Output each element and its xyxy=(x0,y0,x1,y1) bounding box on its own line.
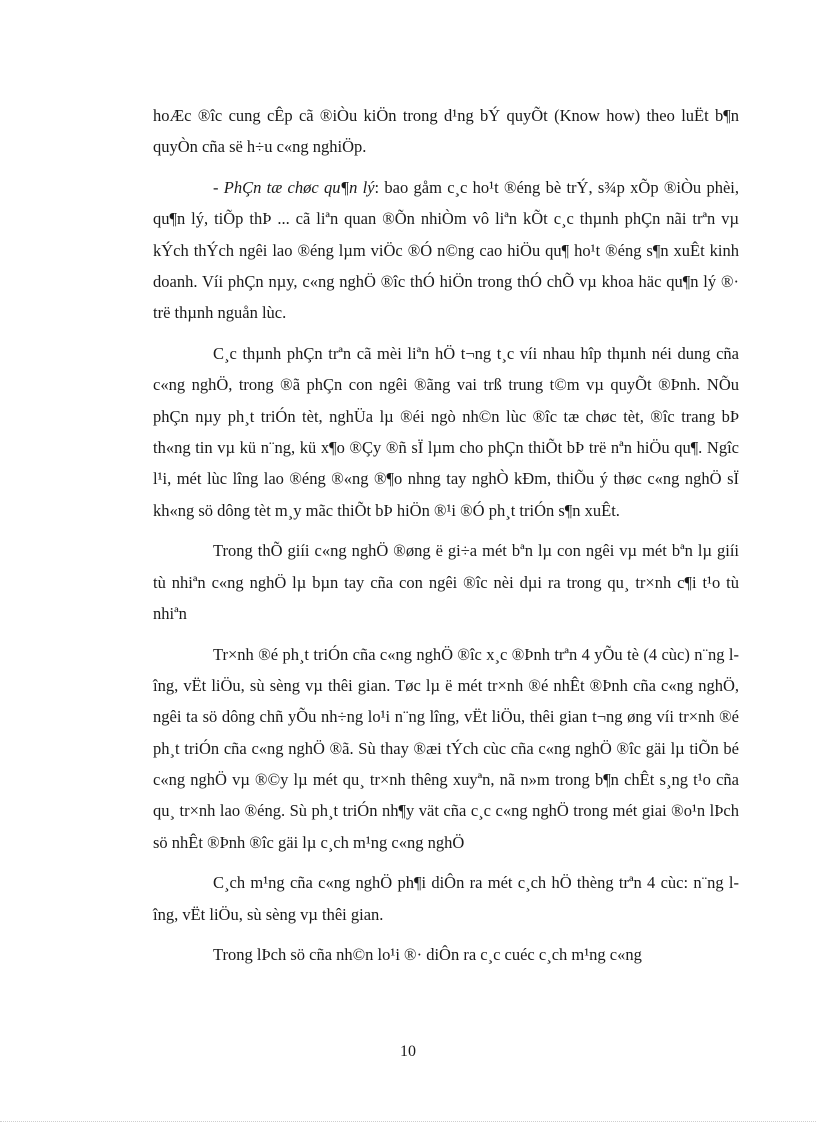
paragraph-5-text: Tr×nh ®é ph¸t triÓn cña c«ng nghÖ ®îc x¸c ®Þnh trªn 4 yÕu tè (4 cùc) n¨ng lîng, vËt liÖu, sù sèng vµ thêi gian. Tøc lµ ë mét tr×nh ®é nhÊt ®Þnh cña c«ng nghÖ, ngêi ta sö dông chñ yÕu nh÷ng lo¹i n¨ng lîng, vËt liÖu, thêi gian t¬ng øng víi tr×nh ®é ph¸t triÓn cña c«ng nghÖ ®ã. Sù thay ®æi tÝch cùc cña c«ng nghÖ ®îc gäi lµ tiÕn bé c«ng nghÖ vµ ®©y lµ mét qu¸ tr×nh thêng xuyªn, nã n»m trong b¶n chÊt s¸ng t¹o cña qu¸ tr×nh lao ®éng. Sù ph¸t triÓn nh¶y vät cña c¸c c«ng nghÖ trong mét giai ®o¹n lÞch sö nhÊt ®Þnh ®îc gäi lµ c¸ch m¹ng c«ng nghÖ xyxy=(153,644,739,852)
paragraph-4 xyxy=(153,535,739,629)
paragraph-7 xyxy=(153,939,739,970)
paragraph-1-text: hoÆc ®îc cung cÊp cã ®iÒu kiÖn trong d¹ng bÝ quyÕt (Know how) theo luËt b¶n quyÒn cña së h÷u c«ng nghiÖp. xyxy=(153,106,739,157)
paragraph-2-italic-term: PhÇn tæ chøc qu¶n lý xyxy=(223,178,375,198)
paragraph-6 xyxy=(153,867,739,930)
paragraph-4-text: Trong thÕ giíi c«ng nghÖ ®øng ë gi÷a mét bªn lµ con ngêi vµ mét bªn lµ giíi tù nhiªn c«ng nghÖ lµ bµn tay cña con ngêi ®îc nèi dµi ra trong qu¸ tr×nh c¶i t¹o tù nhiªn xyxy=(153,541,739,623)
paragraph-2-text: : bao gåm c¸c ho¹t ®éng bè trÝ, s¾p xÕp ®iÒu phèi, qu¶n lý, tiÕp thÞ ... cã liªn quan ®Õn nhiÒm vô liªn kÕt c¸c thµnh phÇn nãi trªn vµ kÝch thÝch ngêi lao ®éng lµm viÖc ®Ó n©ng cao hiÖu qu¶ ho¹t ®éng s¶n xuÊt kinh doanh. Víi phÇn nµy, c«ng nghÖ ®îc thÓ hiÖn trong thÓ chÕ vµ khoa häc qu¶n lý ®· trë thµnh nguån lùc. xyxy=(153,178,739,323)
paragraph-1 xyxy=(153,100,739,163)
page-number: 10 xyxy=(400,1043,416,1060)
paragraph-2-lead: - xyxy=(213,178,224,198)
paragraph-6-text: C¸ch m¹ng cña c«ng nghÖ ph¶i diÔn ra mét c¸ch hÖ thèng trªn 4 cùc: n¨ng lîng, vËt liÖu, sù sèng vµ thêi gian. xyxy=(153,873,739,924)
paragraph-3-text: C¸c thµnh phÇn trªn cã mèi liªn hÖ t¬ng t¸c víi nhau hîp thµnh néi dung cña c«ng nghÖ, trong ®ã phÇn con ngêi ®ãng vai trß trung t©m vµ quyÕt ®Þnh. NÕu phÇn nµy ph¸t triÓn tèt, nghÜa lµ ®éi ngò nh©n lùc ®îc tæ chøc tèt, ®îc trang bÞ th«ng tin vµ kü n¨ng, kü x¶o ®Çy ®ñ sÏ lµm cho phÇn thiÕt bÞ trë nªn hiÖu qu¶. Ngîc l¹i, mét lùc lîng lao ®éng ®«ng ®¶o nhng tay nghÒ kÐm, thiÕu ý thøc c«ng nghÖ sÏ kh«ng sö dông tèt m¸y mãc thiÕt bÞ hiÖn ®¹i ®Ó ph¸t triÓn s¶n xuÊt. xyxy=(153,344,739,520)
paragraph-2 xyxy=(153,172,739,328)
page-bottom-divider xyxy=(0,1121,816,1122)
paragraph-7-text: Trong lÞch sö cña nh©n lo¹i ®· diÔn ra c¸c cuéc c¸ch m¹ng c«ng xyxy=(213,945,642,965)
body-text xyxy=(153,100,739,980)
paragraph-5 xyxy=(153,639,739,858)
paragraph-3 xyxy=(153,338,739,526)
